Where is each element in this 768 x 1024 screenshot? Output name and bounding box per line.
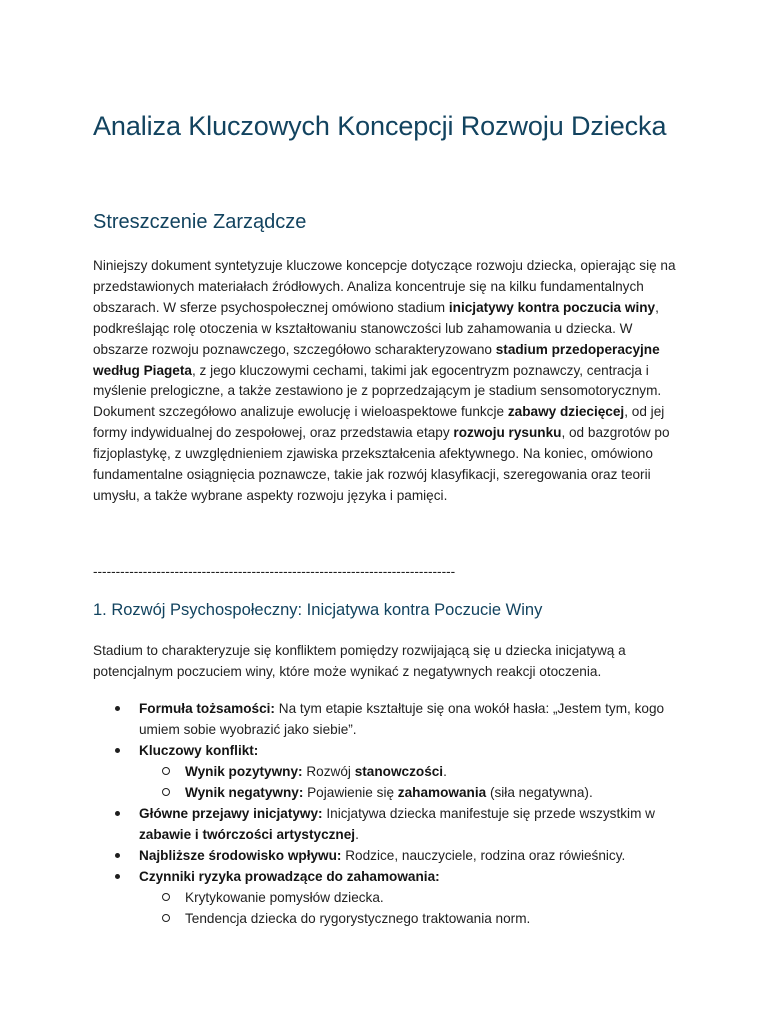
hollow-bullet-icon — [162, 767, 170, 775]
sub-list-item: Wynik negatywny: Pojawienie się zahamowania (siła negatywna). — [93, 782, 683, 803]
section-separator: -------------------------------------------------------------------------------- — [93, 564, 456, 579]
bold-term: stadium przedoperacyjne według Piageta — [93, 341, 660, 378]
bullet-icon — [115, 706, 120, 711]
sub-list-item: Krytykowanie pomysłów dziecka. — [93, 887, 683, 908]
section-1-intro: Stadium to charakteryzuje się konfliktem pomiędzy rozwijającą się u dziecka inicjatywą a potencjalnym poczuciem winy, które może wynikać z negatywnych reakcji otoczenia. — [93, 643, 626, 679]
sub-list-item: Tendencja dziecka do rygorystycznego traktowania norm. — [93, 908, 683, 929]
executive-summary-paragraph: Niniejszy dokument syntetyzuje kluczowe koncepcje dotyczące rozwoju dziecka, opierając się na przedstawionych materiałach źródłowych. Analiza koncentruje się na kilku fundamentalnych obszarach. W sferze psychospołecznej omówiono stadium inicjatywy kontra poczucia winy, podkreślając rolę otoczenia w kształtowaniu stanowczości lub zahamowania u dziecka. W obszarze rozwoju poznawczego, szczegółowo scharakteryzowano stadium przedoperacyjne według Piageta, z jego kluczowymi cechami, takimi jak egocentryzm poznawczy, centracja i myślenie prelogiczne, a także zestawiono je z poprzedzającym je stadium sensomotorycznym. Dokument szczegółowo analizuje ewolucję i wieloaspektowe funkcje zabawy dziecięcej, od jej formy indywidualnej do zespołowej, oraz przedstawia etapy rozwoju rysunku, od bazgrotów po fizjoplastykę, z uwzględnieniem zjawiska przekształcenia afektywnego. Na koniec, omówiono fundamentalne osiągnięcia poznawcze, takie jak rozwój klasyfikacji, szeregowania oraz teorii umysłu, a także wybrane aspekty rozwoju języka i pamięci. — [93, 258, 676, 503]
bullet-icon — [115, 811, 120, 816]
bold-term: rozwoju rysunku — [453, 425, 562, 441]
list-item: Kluczowy konflikt: — [93, 740, 683, 761]
executive-summary-heading: Streszczenie Zarządcze — [93, 211, 307, 233]
bold-term: inicjatywy kontra poczucia winy — [448, 299, 656, 315]
list-item: Formuła tożsamości: Na tym etapie kształtuje się ona wokół hasła: „Jestem tym, kogo umiem sobie wyobrazić jako siebie”. — [93, 698, 683, 740]
section-1-list — [93, 698, 683, 929]
list-item: Główne przejawy inicjatywy: Inicjatywa dziecka manifestuje się przede wszystkim w zabawie i twórczości artystycznej. — [93, 803, 683, 845]
bullet-icon — [115, 748, 120, 753]
hollow-bullet-icon — [162, 788, 170, 796]
bullet-icon — [115, 853, 120, 858]
list-item: Najbliższe środowisko wpływu: Rodzice, nauczyciele, rodzina oraz rówieśnicy. — [93, 845, 683, 866]
bullet-icon — [115, 874, 120, 879]
section-1-heading: 1. Rozwój Psychospołeczny: Inicjatywa kontra Poczucie Winy — [93, 601, 543, 619]
hollow-bullet-icon — [162, 893, 170, 901]
document-title: Analiza Kluczowych Koncepcji Rozwoju Dziecka — [93, 111, 667, 141]
sub-list-item: Wynik pozytywny: Rozwój stanowczości. — [93, 761, 683, 782]
hollow-bullet-icon — [162, 914, 170, 922]
bold-term: zabawy dziecięcej — [507, 404, 625, 420]
list-item: Czynniki ryzyka prowadzące do zahamowania: — [93, 866, 683, 887]
